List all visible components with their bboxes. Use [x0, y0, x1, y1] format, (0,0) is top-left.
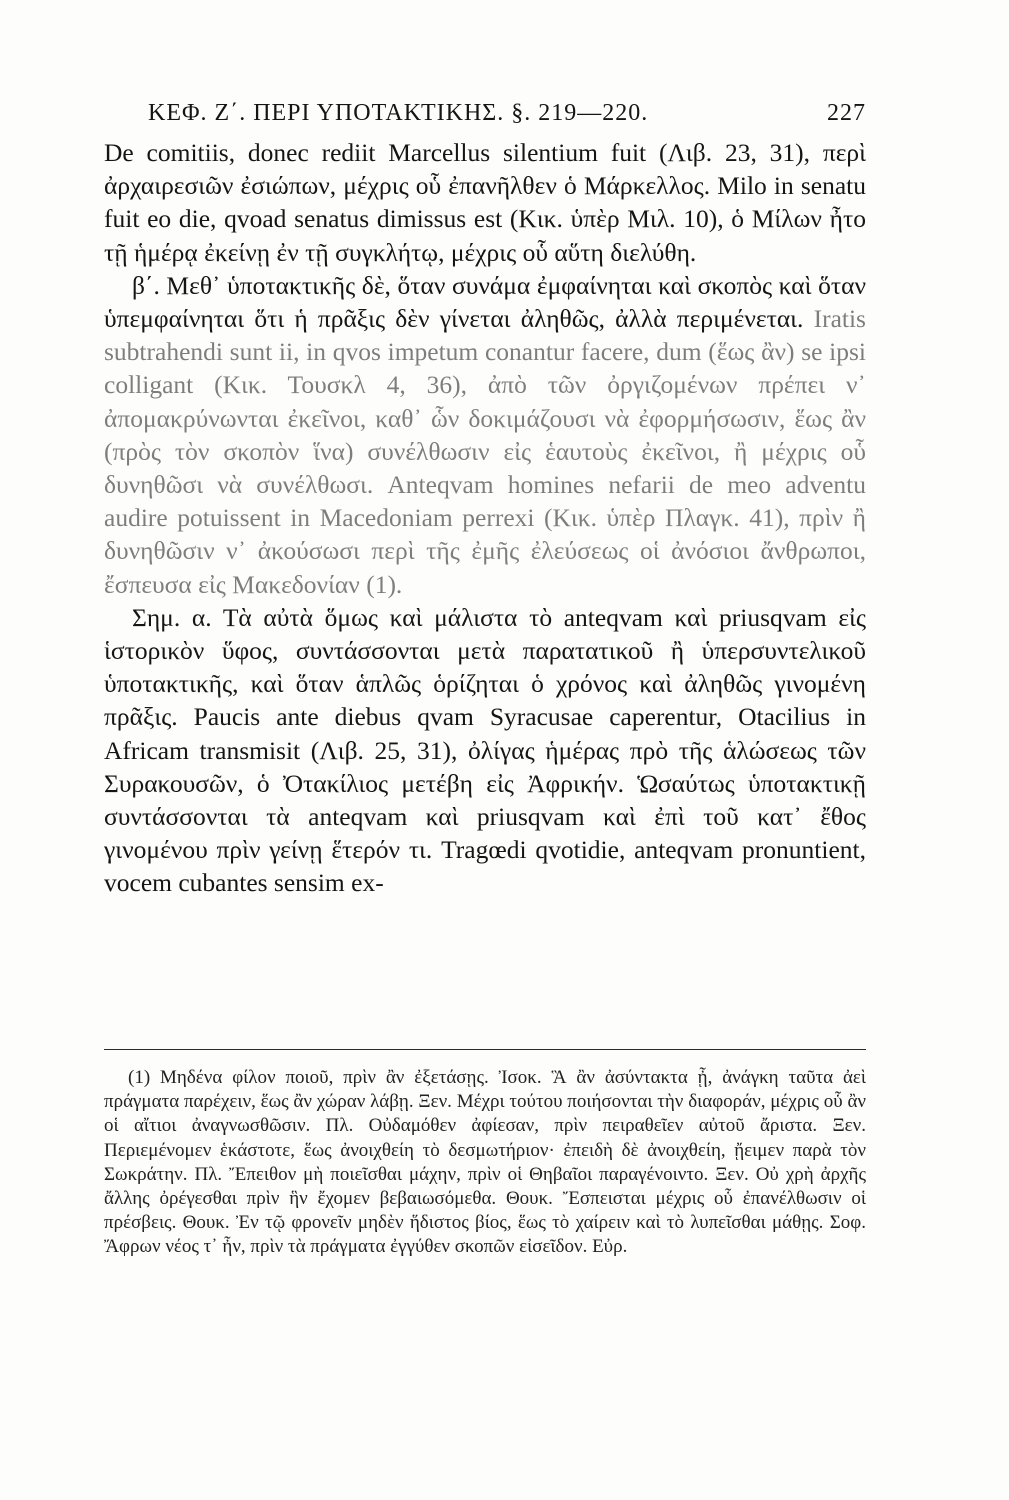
running-title: ΚΕΦ. Ζ΄. ΠΕΡΙ ΥΠΟΤΑΚΤΙΚΗΣ. §. 219—220.: [148, 100, 649, 126]
paragraph-comitiis: De comitiis, donec rediit Marcellus silentium fuit (Λιβ. 23, 31), περὶ ἀρχαιρεσιῶν ἐσιώπων, μέχρις οὗ ἐπανῆλθεν ὁ Μάρκελλος. Milo in senatu fuit eo die, qvoad senatus dimissus est (Κικ. ὑπὲρ Μιλ. 10), ὁ Μίλων ἦτο τῇ ἡμέρᾳ ἐκείνῃ ἐν τῇ συγκλήτῳ, μέχρις οὗ αὕτη διελύθη.: [104, 138, 866, 267]
page-number: 227: [827, 100, 866, 126]
page-header: [148, 100, 866, 134]
paragraph-beta-intro: β΄. Μεθ᾽ ὑποτακτικῆς δὲ, ὅταν συνάμα ἐμφαίνηται καὶ σκοπὸς καὶ ὅταν ὑπεμφαίνηται ὅτι ἡ πρᾶξις δὲν γίνεται ἀληθῶς, ἀλλὰ περιμένεται.: [104, 270, 866, 334]
paragraph-beta: [104, 269, 866, 601]
footnote-area: [104, 1066, 866, 1260]
footnote-rule: [104, 1049, 866, 1050]
paragraph-note-alpha: Σημ. α. Τὰ αὐτὰ ὅμως καὶ μάλιστα τὸ anteqvam καὶ priusqvam εἰς ἱστορικὸν ὕφος, συντάσσονται μετὰ παρατατικοῦ ἢ ὑπερσυντελικοῦ ὑποτακτικῆς, καὶ ὅταν ἁπλῶς ὁρίζηται ὁ χρόνος καὶ ἀληθῶς γινομένη πρᾶξις. Paucis ante diebus qvam Syracusae caperentur, Otacilius in Africam transmisit (Λιβ. 25, 31), ὀλίγας ἡμέρας πρὸ τῆς ἁλώσεως τῶν Συρακουσῶν, ὁ Ὀτακίλιος μετέβη εἰς Ἀφρικήν. Ὡσαύτως ὑποτακτικῇ συντάσσονται τὰ anteqvam καὶ priusqvam καὶ ἐπὶ τοῦ κατ᾽ ἔθος γινομένου πρὶν γείνῃ ἕτερόν τι. Tragœdi qvotidie, anteqvam pronuntient, vocem cubantes sensim ex-: [104, 602, 866, 898]
main-text: [104, 136, 866, 900]
paragraph-beta-examples: Iratis subtrahendi sunt ii, in qvos impetum conantur facere, dum (ἕως ἂν) se ipsi colligant (Κικ. Τουσκλ 4, 36), ἀπὸ τῶν ὀργιζομένων πρέπει ν᾽ ἀπομακρύνωνται ἐκεῖνοι, καθ᾽ ὧν δοκιμάζουσι νὰ ἐφορμήσωσιν, ἕως ἂν (πρὸς τὸν σκοπὸν ἵνα) συνέλθωσιν εἰς ἑαυτοὺς ἐκεῖνοι, ἢ μέχρις οὗ δυνηθῶσι νὰ συνέλθωσι. Anteqvam homines nefarii de meo adventu audire potuissent in Macedoniam perrexi (Κικ. ὑπὲρ Πλαγκ. 41), πρὶν ἢ δυνηθῶσιν ν᾽ ἀκούσωσι περὶ τῆς ἐμῆς ἐλεύσεως οἱ ἀνόσιοι ἄνθρωποι, ἔσπευσα εἰς Μακεδονίαν (1).: [104, 304, 866, 599]
footnote-1: (1) Μηδένα φίλον ποιοῦ, πρὶν ἂν ἐξετάσῃς. Ἰσοκ. Ἃ ἂν ἀσύντακτα ᾖ, ἀνάγκη ταῦτα ἀεὶ πράγματα παρέχειν, ἕως ἂν χώραν λάβῃ. Ξεν. Μέχρι τούτου ποιήσονται τὴν διαφοράν, μέχρις οὗ ἂν οἱ αἴτιοι ἀναγνωσθῶσιν. Πλ. Οὐδαμόθεν ἀφίεσαν, πρὶν πειραθεῖεν αὐτοῦ ἄριστα. Ξεν. Περιεμένομεν ἑκάστοτε, ἕως ἀνοιχθείη τὸ δεσμωτήριον· ἐπειδὴ δὲ ἀνοιχθείη, ᾔειμεν παρὰ τὸν Σωκράτην. Πλ. Ἔπειθον μὴ ποιεῖσθαι μάχην, πρὶν οἱ Θηβαῖοι παραγένοιντο. Ξεν. Οὐ χρὴ ἀρχῆς ἄλλης ὀρέγεσθαι πρὶν ἣν ἔχομεν βεβαιωσόμεθα. Θουκ. Ἔσπεισται μέχρις οὗ ἐπανέλθωσιν οἱ πρέσβεις. Θουκ. Ἐν τῷ φρονεῖν μηδὲν ἥδιστος βίος, ἕως τὸ χαίρειν καὶ τὸ λυπεῖσθαι μάθῃς. Σοφ. Ἄφρων νέος τ᾽ ἦν, πρὶν τὰ πράγματα ἐγγύθεν σκοπῶν εἰσεῖδον. Εὐρ.: [104, 1067, 866, 1258]
